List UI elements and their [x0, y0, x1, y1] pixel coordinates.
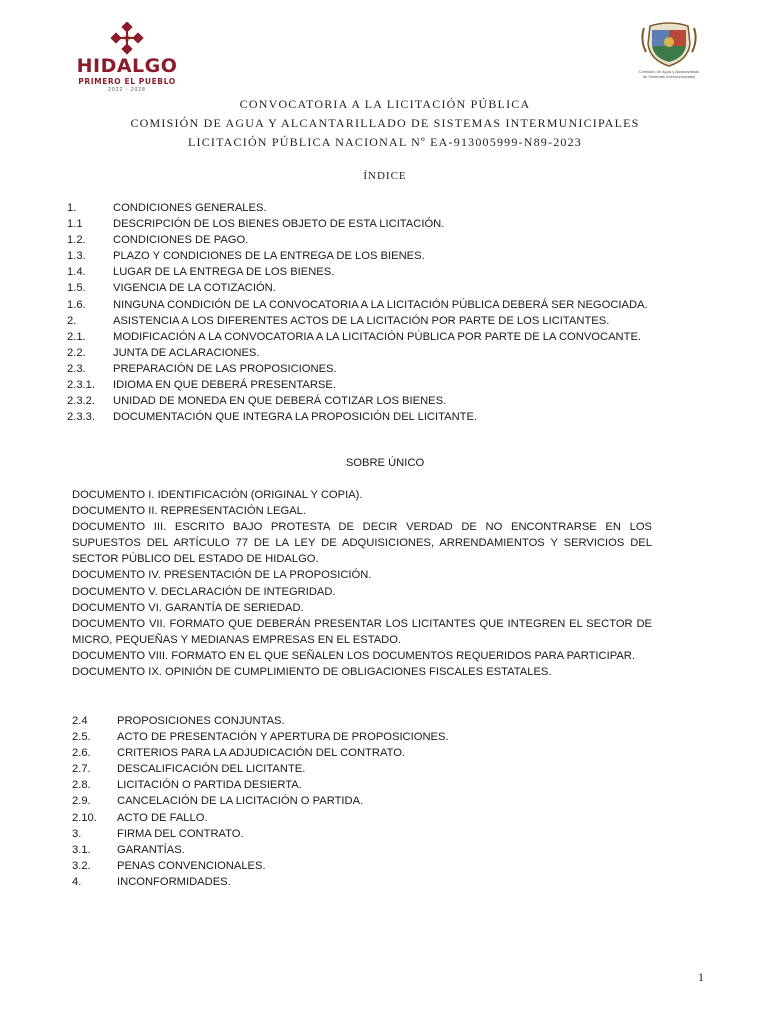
toc-number: 2.7. [72, 763, 91, 776]
document-item: DOCUMENTO II. REPRESENTACIÓN LEGAL. [72, 505, 306, 518]
toc-item [67, 361, 717, 377]
document-item: DOCUMENTO IX. OPINIÓN DE CUMPLIMIENTO DE OBLIGACIONES FISCALES ESTATALES. [72, 666, 552, 679]
toc-text: CRITERIOS PARA LA ADJUDICACIÓN DEL CONTRATO. [117, 747, 406, 760]
toc-number: 3. [72, 827, 82, 840]
toc-number: 2.5. [72, 731, 91, 744]
toc-number: 2.4 [72, 715, 88, 727]
toc-item [67, 329, 717, 345]
toc-number: 3.1. [72, 843, 91, 856]
toc-text: IDIOMA EN QUE DEBERÁ PRESENTARSE. [113, 379, 336, 392]
sobre-unico-title: SOBRE ÚNICO [345, 457, 425, 469]
toc-text: ASISTENCIA A LOS DIFERENTES ACTOS DE LA LICITACIÓN POR PARTE DE LOS LICITANTES. [113, 314, 610, 327]
seal-caption: Comisión de Agua y Alcantarillado de Sistemas Intermunicipales [638, 69, 700, 79]
toc-number: 2.3.1. [67, 379, 95, 392]
toc-text: JUNTA DE ACLARACIONES. [113, 346, 260, 359]
caasim-seal [638, 22, 700, 86]
toc-number: 2.3.3. [67, 411, 95, 424]
toc-number: 2.6. [72, 747, 91, 760]
toc-item [67, 393, 717, 409]
hidalgo-emblem-icon [108, 22, 146, 56]
toc-text: PREPARACIÓN DE LAS PROPOSICIONES. [113, 362, 337, 375]
document-item: DOCUMENTO III. ESCRITO BAJO PROTESTA DE DECIR VERDAD DE NO ENCONTRARSE EN LOS SUPUESTOS DEL ARTÍCULO 77 DE LA LEY DE ADQUISICIONES, ARRENDAMIENTOS Y SERVICIOS DEL SECTOR PÚBLICO DEL ESTADO DE HIDALGO. [72, 521, 652, 566]
toc-number: 2.1. [67, 330, 86, 343]
header-line-2: COMISIÓN DE AGUA Y ALCANTARILLADO DE SISTEMAS INTERMUNICIPALES [130, 116, 640, 130]
document-header [0, 95, 770, 152]
toc-item [67, 200, 717, 216]
toc-text: CONDICIONES DE PAGO. [113, 234, 249, 247]
toc-text: CANCELACIÓN DE LA LICITACIÓN O PARTIDA. [117, 795, 364, 808]
toc-text: FIRMA DEL CONTRATO. [117, 827, 244, 840]
document-item: DOCUMENTO I. IDENTIFICACIÓN (ORIGINAL Y COPIA). [72, 489, 363, 501]
toc-text: DOCUMENTACIÓN QUE INTEGRA LA PROPOSICIÓN DEL LICITANTE. [113, 411, 478, 424]
toc-number: 3.2. [72, 859, 91, 872]
table-of-contents [67, 200, 717, 425]
index-title: ÍNDICE [363, 170, 407, 182]
toc-text: DESCRIPCIÓN DE LOS BIENES OBJETO DE ESTA LICITACIÓN. [113, 218, 445, 231]
toc-text: PLAZO Y CONDICIONES DE LA ENTREGA DE LOS BIENES. [113, 250, 425, 263]
toc-item [67, 409, 717, 425]
toc-number: 1.5. [67, 282, 86, 295]
toc-item [72, 826, 672, 842]
toc-number: 2.10. [72, 811, 97, 824]
toc-number: 1.1 [67, 218, 83, 231]
logo-years: 2022 · 2028 [108, 87, 146, 93]
toc-item [67, 264, 717, 280]
toc-text: INCONFORMIDADES. [117, 875, 231, 888]
toc-item [72, 777, 672, 793]
toc-number: 2. [67, 314, 77, 327]
toc-text: LICITACIÓN O PARTIDA DESIERTA. [117, 779, 302, 792]
toc-item [67, 248, 717, 264]
toc-item [67, 280, 717, 296]
toc-text: ACTO DE FALLO. [117, 811, 208, 824]
toc-number: 1.3. [67, 250, 86, 263]
toc-item [72, 842, 672, 858]
toc-item [72, 761, 672, 777]
toc-item [72, 810, 672, 826]
toc-number: 1.6. [67, 298, 86, 311]
toc-item [67, 216, 717, 232]
toc-number: 1. [67, 202, 77, 214]
logo-wordmark: HIDALGO [76, 55, 178, 77]
toc-text: MODIFICACIÓN A LA CONVOCATORIA A LA LICITACIÓN PÚBLICA POR PARTE DE LA CONVOCANTE. [113, 330, 642, 343]
toc-item [72, 874, 672, 890]
toc-text: CONDICIONES GENERALES. [113, 202, 267, 214]
toc-item [72, 713, 672, 729]
toc-number: 2.2. [67, 346, 86, 359]
toc-number: 1.2. [67, 234, 86, 247]
document-item: DOCUMENTO IV. PRESENTACIÓN DE LA PROPOSICIÓN. [72, 569, 372, 582]
toc-number: 4. [72, 875, 82, 888]
toc-text: PENAS CONVENCIONALES. [117, 859, 266, 872]
header-line-3: LICITACIÓN PÚBLICA NACIONAL Nº EA-913005999-N89-2023 [187, 135, 583, 149]
toc-number: 2.8. [72, 779, 91, 792]
toc-number: 1.4. [67, 266, 86, 279]
document-item: DOCUMENTO V. DECLARACIÓN DE INTEGRIDAD. [72, 585, 336, 598]
toc-number: 2.3. [67, 362, 86, 375]
toc-text: LUGAR DE LA ENTREGA DE LOS BIENES. [113, 266, 335, 279]
document-item: DOCUMENTO VII. FORMATO QUE DEBERÁN PRESENTAR LOS LICITANTES QUE INTEGREN EL SECTOR DE MICRO, PEQUEÑAS Y MEDIANAS EMPRESAS EN EL ESTADO. [72, 617, 652, 646]
toc-text: VIGENCIA DE LA COTIZACIÓN. [113, 282, 276, 295]
toc-item [67, 377, 717, 393]
page-number: 1 [698, 970, 704, 984]
toc-text: ACTO DE PRESENTACIÓN Y APERTURA DE PROPOSICIONES. [117, 731, 449, 744]
toc-item [67, 345, 717, 361]
toc-text: PROPOSICIONES CONJUNTAS. [117, 715, 285, 727]
toc-text: GARANTÍAS. [117, 843, 185, 856]
toc-item [67, 297, 717, 313]
toc-item [67, 232, 717, 248]
shield-crest-icon [638, 22, 700, 68]
document-item: DOCUMENTO VIII. FORMATO EN EL QUE SEÑALEN LOS DOCUMENTOS REQUERIDOS PARA PARTICIPAR. [72, 649, 635, 662]
toc-item [72, 729, 672, 745]
toc-text: DESCALIFICACIÓN DEL LICITANTE. [117, 763, 306, 776]
toc-number: 2.9. [72, 795, 91, 808]
header-line-1: CONVOCATORIA A LA LICITACIÓN PÚBLICA [239, 97, 531, 111]
toc-item [72, 793, 672, 809]
toc-item [72, 745, 672, 761]
hidalgo-logo [72, 22, 182, 92]
toc-item [67, 313, 717, 329]
documents-list [72, 487, 652, 680]
toc-number: 2.3.2. [67, 395, 95, 408]
logo-tagline: PRIMERO EL PUEBLO [78, 77, 176, 86]
toc-item [72, 858, 672, 874]
document-item: DOCUMENTO VI. GARANTÍA DE SERIEDAD. [72, 601, 304, 614]
toc-text: NINGUNA CONDICIÓN DE LA CONVOCATORIA A LA LICITACIÓN PÚBLICA DEBERÁ SER NEGOCIADA. [113, 298, 648, 311]
toc-text: UNIDAD DE MONEDA EN QUE DEBERÁ COTIZAR LOS BIENES. [113, 395, 447, 408]
table-of-contents-continued [72, 713, 672, 890]
